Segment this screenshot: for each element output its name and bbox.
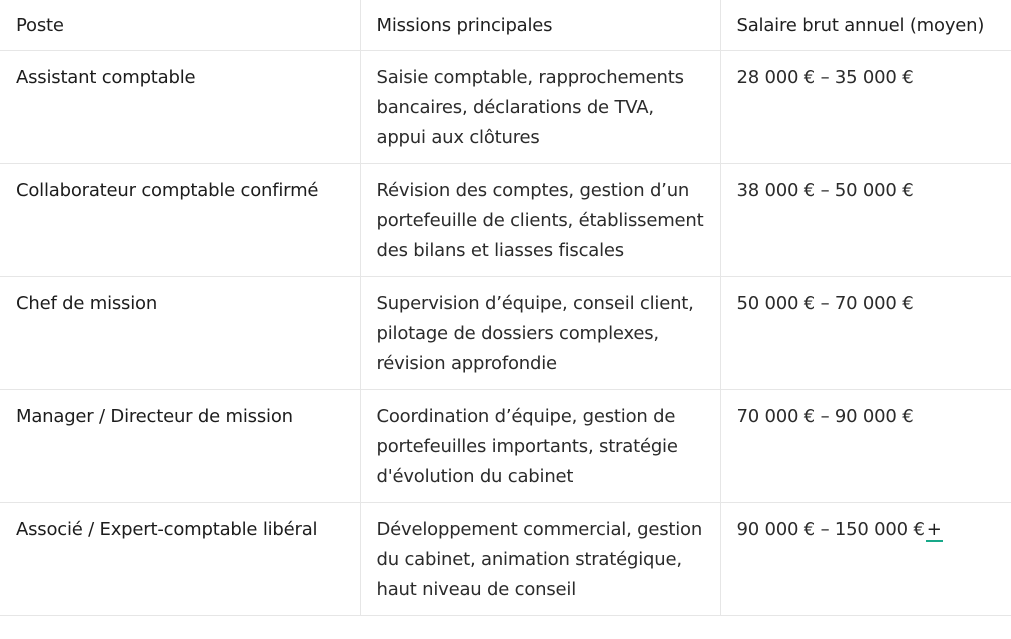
cell-missions: Supervision d’équipe, conseil client, pilotage de dossiers complexes, révision approfondie xyxy=(360,277,720,390)
cell-salaire: 28 000 € – 35 000 € xyxy=(720,51,1011,164)
table-body xyxy=(0,51,1011,616)
cell-poste: Collaborateur comptable confirmé xyxy=(0,164,360,277)
cell-poste: Chef de mission xyxy=(0,277,360,390)
cell-missions: Développement commercial, gestion du cabinet, animation stratégique, haut niveau de conseil xyxy=(360,503,720,616)
cell-missions: Révision des comptes, gestion d’un portefeuille de clients, établissement des bilans et liasses fiscales xyxy=(360,164,720,277)
header-salaire: Salaire brut annuel (moyen) xyxy=(720,0,1011,51)
table-row xyxy=(0,164,1011,277)
header-row xyxy=(0,0,1011,51)
cell-salaire xyxy=(720,503,1011,616)
cell-salaire: 38 000 € – 50 000 € xyxy=(720,164,1011,277)
table-row xyxy=(0,277,1011,390)
header-missions: Missions principales xyxy=(360,0,720,51)
table-row xyxy=(0,390,1011,503)
cell-missions: Coordination d’équipe, gestion de portefeuilles importants, stratégie d'évolution du cabinet xyxy=(360,390,720,503)
cell-salaire: 70 000 € – 90 000 € xyxy=(720,390,1011,503)
cell-poste: Associé / Expert-comptable libéral xyxy=(0,503,360,616)
salaire-value: 90 000 € – 150 000 € xyxy=(736,519,925,540)
cell-poste: Assistant comptable xyxy=(0,51,360,164)
table-row xyxy=(0,51,1011,164)
header-poste: Poste xyxy=(0,0,360,51)
cell-missions: Saisie comptable, rapprochements bancaires, déclarations de TVA, appui aux clôtures xyxy=(360,51,720,164)
table-header xyxy=(0,0,1011,51)
cell-salaire: 50 000 € – 70 000 € xyxy=(720,277,1011,390)
cell-poste: Manager / Directeur de mission xyxy=(0,390,360,503)
table-row xyxy=(0,503,1011,616)
plus-link[interactable]: + xyxy=(926,519,942,540)
